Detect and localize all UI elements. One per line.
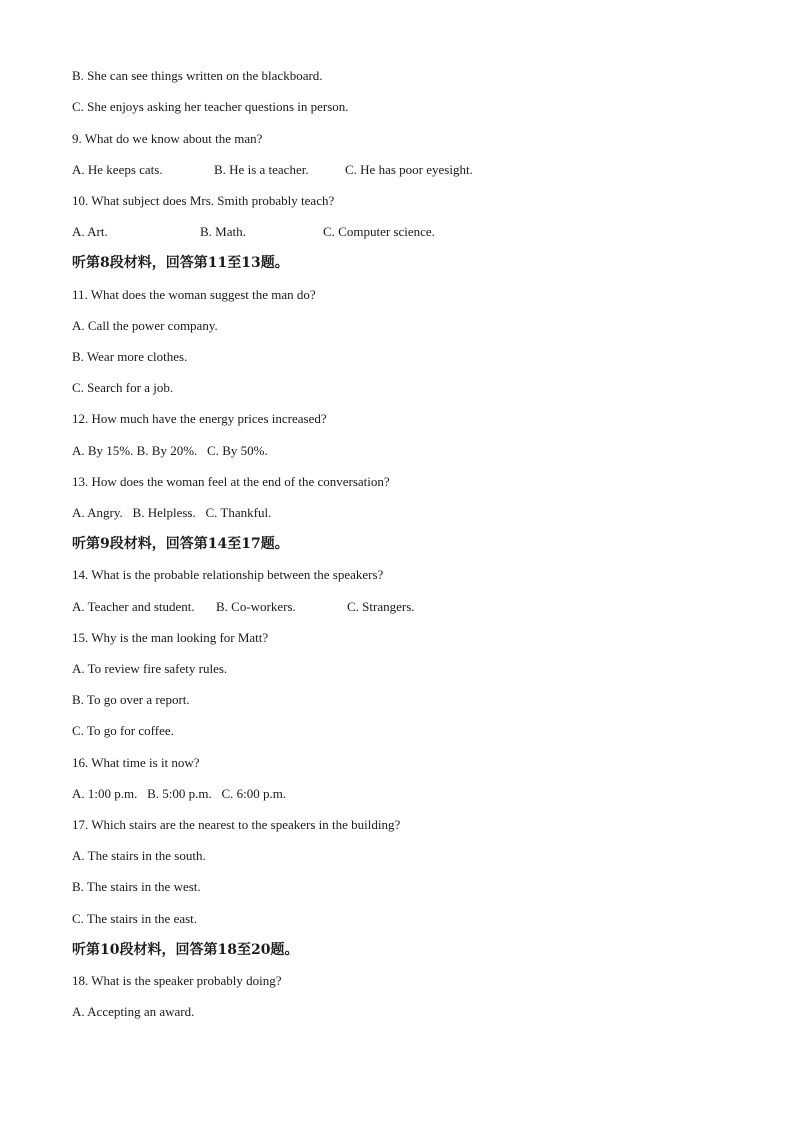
q14-option-a: A. Teacher and student.: [72, 599, 195, 614]
question-9: 9. What do we know about the man?: [72, 131, 263, 146]
q15-option-b: B. To go over a report.: [72, 692, 190, 707]
section-heading-8: 听第8段材料，回答第11至13题。: [72, 255, 289, 271]
question-14: 14. What is the probable relationship between the speakers?: [72, 567, 384, 582]
q14-option-b: B. Co-workers.: [216, 599, 296, 614]
q14-option-c: C. Strangers.: [347, 599, 415, 614]
question-16: 16. What time is it now?: [72, 755, 200, 770]
question-17: 17. Which stairs are the nearest to the speakers in the building?: [72, 817, 401, 832]
q10-option-b: B. Math.: [200, 224, 246, 239]
q10-option-c: C. Computer science.: [323, 224, 435, 239]
q15-option-c: C. To go for coffee.: [72, 723, 174, 738]
q8-option-b: B. She can see things written on the blackboard.: [72, 68, 323, 83]
q10-option-a: A. Art.: [72, 224, 108, 239]
q9-option-a: A. He keeps cats.: [72, 162, 163, 177]
q16-options: A. 1:00 p.m. B. 5:00 p.m. C. 6:00 p.m.: [72, 786, 287, 801]
section-heading-9: 听第9段材料，回答第14至17题。: [72, 536, 289, 552]
q17-option-a: A. The stairs in the south.: [72, 848, 206, 863]
question-13: 13. How does the woman feel at the end of the conversation?: [72, 474, 390, 489]
q18-option-a: A. Accepting an award.: [72, 1004, 195, 1019]
q8-option-c: C. She enjoys asking her teacher questions in person.: [72, 99, 349, 114]
q11-option-b: B. Wear more clothes.: [72, 349, 188, 364]
q9-option-c: C. He has poor eyesight.: [345, 162, 473, 177]
q13-options: A. Angry. B. Helpless. C. Thankful.: [72, 505, 272, 520]
question-18: 18. What is the speaker probably doing?: [72, 973, 282, 988]
q11-option-c: C. Search for a job.: [72, 380, 174, 395]
q15-option-a: A. To review fire safety rules.: [72, 661, 228, 676]
q17-option-c: C. The stairs in the east.: [72, 911, 198, 926]
q9-option-b: B. He is a teacher.: [214, 162, 309, 177]
q12-options: A. By 15%. B. By 20%. C. By 50%.: [72, 443, 268, 458]
question-10: 10. What subject does Mrs. Smith probably teach?: [72, 193, 335, 208]
q11-option-a: A. Call the power company.: [72, 318, 218, 333]
section-heading-10: 听第10段材料，回答第18至20题。: [72, 942, 299, 958]
question-15: 15. Why is the man looking for Matt?: [72, 630, 269, 645]
question-11: 11. What does the woman suggest the man do?: [72, 287, 316, 302]
q17-option-b: B. The stairs in the west.: [72, 879, 201, 894]
question-12: 12. How much have the energy prices increased?: [72, 411, 327, 426]
